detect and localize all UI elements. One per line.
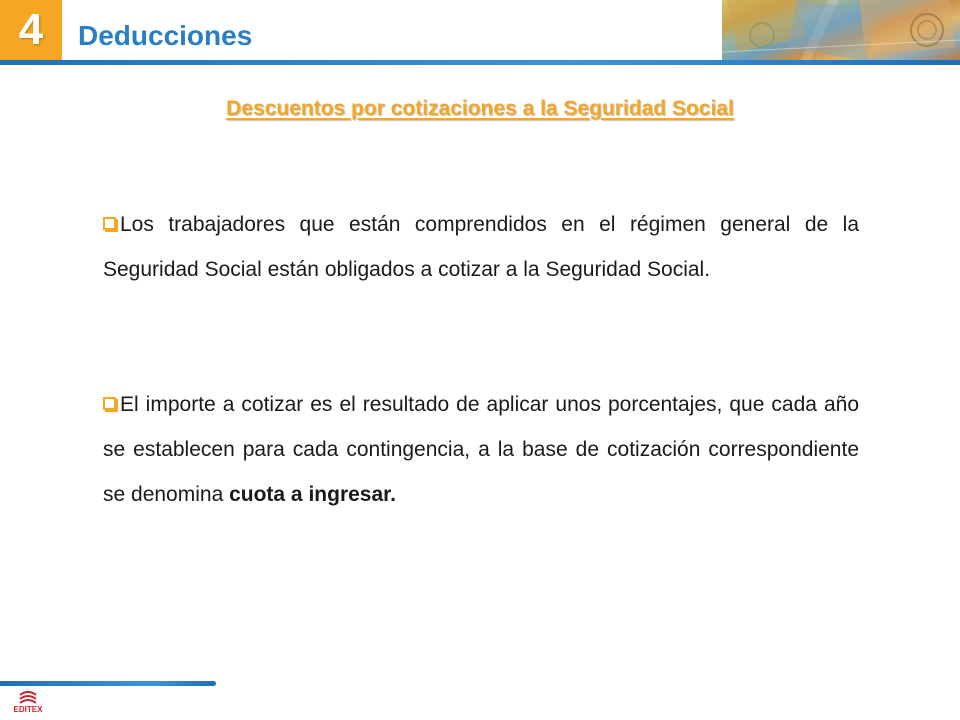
bullet-item: [103, 202, 859, 292]
bullet-text: Los trabajadores que están comprendidos en el régimen general de la Seguridad Social están obligados a cotizar a la Seguridad Social.: [103, 213, 859, 281]
page-title: Deducciones: [78, 20, 253, 51]
checkbox-icon: [103, 217, 116, 230]
footer-divider: [0, 681, 216, 686]
chapter-badge: [0, 0, 62, 60]
slide-heading: Descuentos por cotizaciones a la Seguridad Social: [226, 97, 734, 120]
bullet-emphasis: cuota a ingresar.: [229, 483, 396, 506]
header-divider: [0, 60, 960, 65]
header-banknotes-image: [722, 0, 960, 60]
logo-text: EDITEX: [13, 705, 43, 714]
bullet-text: El importe a cotizar es el resultado de aplicar unos porcentajes, que cada año se establecen para cada contingencia, a la base de cotización correspondiente se denomina: [103, 393, 859, 506]
bullet-item: [103, 382, 859, 517]
chapter-number: 4: [18, 5, 44, 54]
logo-mark-icon: [18, 691, 38, 705]
banknotes-graphic: [722, 0, 960, 60]
editex-logo: [10, 691, 46, 717]
checkbox-icon: [103, 397, 116, 410]
